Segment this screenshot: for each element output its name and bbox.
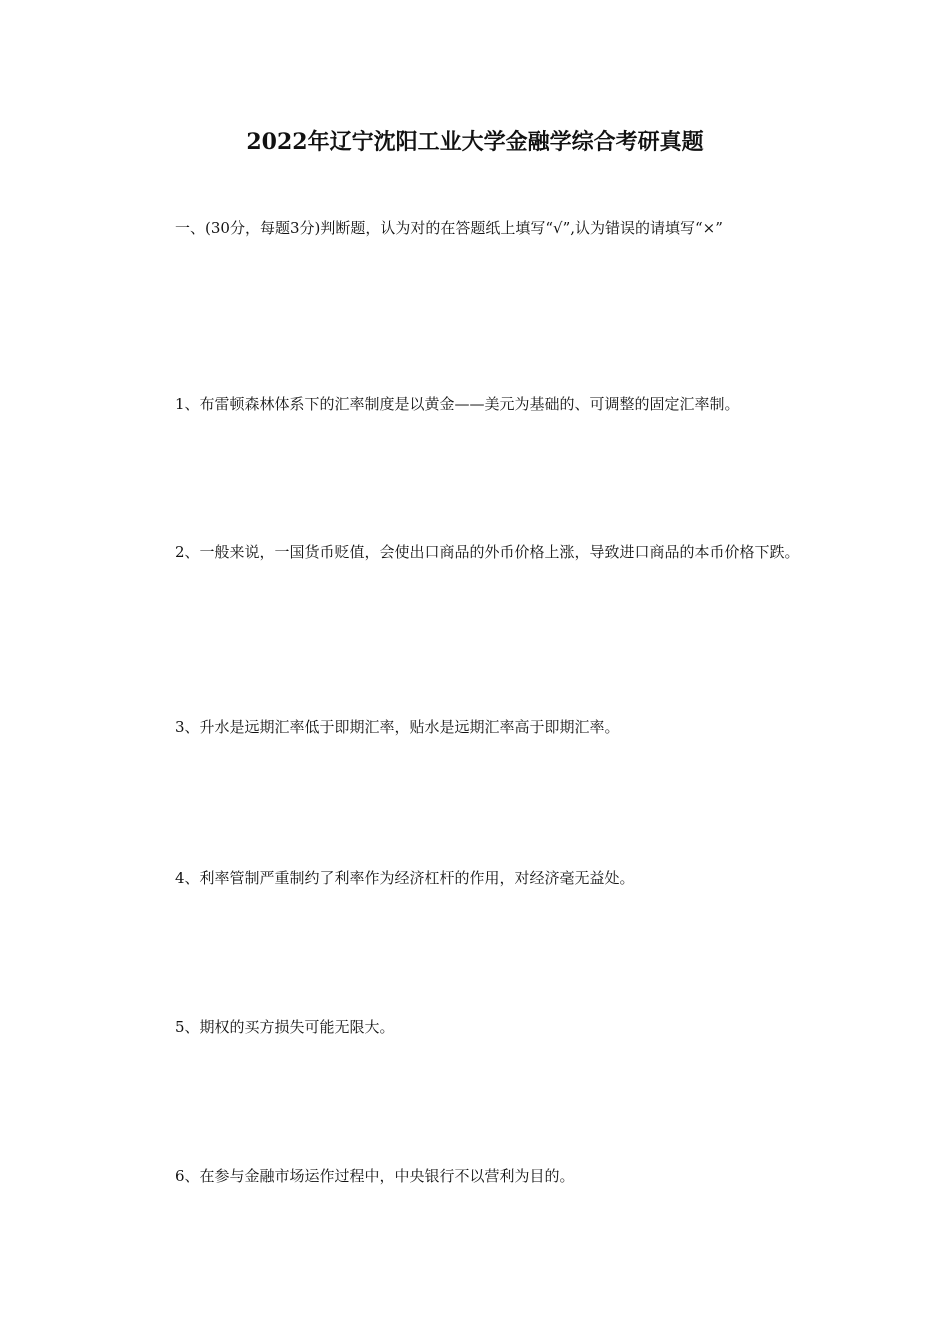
question-2: 2、一般来说，一国货币贬值，会使出口商品的外币价格上涨，导致进口商品的本币价格下跌。 — [175, 543, 800, 561]
question-6: 6、在参与金融市场运作过程中，中央银行不以营利为目的。 — [175, 1167, 575, 1185]
section-intro: 一、(30分，每题3分)判断题，认为对的在答题纸上填写“√”,认为错误的请填写“×” — [175, 219, 723, 237]
document-title: 2022年辽宁沈阳工业大学金融学综合考研真题 — [246, 129, 704, 155]
question-4: 4、利率管制严重制约了利率作为经济杠杆的作用，对经济毫无益处。 — [175, 869, 635, 887]
question-3: 3、升水是远期汇率低于即期汇率，贴水是远期汇率高于即期汇率。 — [175, 718, 620, 736]
question-1: 1、布雷顿森林体系下的汇率制度是以黄金——美元为基础的、可调整的固定汇率制。 — [175, 395, 740, 413]
question-5: 5、期权的买方损失可能无限大。 — [175, 1018, 395, 1036]
